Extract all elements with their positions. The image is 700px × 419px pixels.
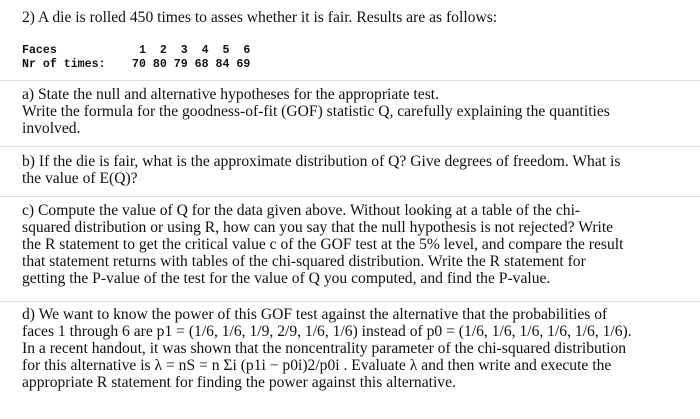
counts-label: Nr of times:	[22, 58, 106, 71]
section-divider	[0, 301, 700, 302]
part-a-line-2: Write the formula for the goodness-of-fit (GOF) statistic Q, carefully explaining the quantities	[22, 103, 610, 120]
part-d-line-1: d) We want to know the power of this GOF test against the alternative that the probabilities of	[22, 306, 608, 323]
section-divider	[0, 146, 700, 147]
part-c-line-2: squared distribution or using R, how can you say that the null hypothesis is not rejected? Write	[22, 219, 614, 236]
section-divider	[0, 196, 700, 197]
part-d-line-4: for this alternative is λ = nS = n Σi (p1i − p0i)2/p0i . Evaluate λ and then write and execute the	[22, 357, 612, 374]
counts-row	[22, 58, 251, 71]
question-intro: 2) A die is rolled 450 times to asses whether it is fair. Results are as follows:	[22, 9, 498, 26]
part-c-line-5: getting the P-value of the test for the value of Q you computed, and find the P-value.	[22, 270, 551, 287]
faces-row	[22, 44, 251, 57]
part-a-line-1: a) State the null and alternative hypotheses for the appropriate test.	[22, 86, 439, 103]
part-d-line-5: appropriate R statement for finding the power against this alternative.	[22, 374, 456, 391]
faces-values: 1 2 3 4 5 6	[139, 44, 251, 57]
counts-values: 70 80 79 68 84 69	[132, 58, 251, 71]
part-b-line-1: b) If the die is fair, what is the approximate distribution of Q? Give degrees of freedom. What is	[22, 153, 621, 170]
part-c-line-4: that statement returns with tables of the chi-squared distribution. Write the R statement for	[22, 253, 586, 270]
faces-label: Faces	[22, 44, 57, 57]
part-c-line-3: the R statement to get the critical value c of the GOF test at the 5% level, and compare the result	[22, 236, 624, 253]
part-b-line-2: the value of E(Q)?	[22, 170, 138, 187]
part-d-line-2: faces 1 through 6 are p1 = (1/6, 1/6, 1/9, 2/9, 1/6, 1/6) instead of p0 = (1/6, 1/6, 1/6, 1/6, 1/6, 1/6).	[22, 323, 632, 340]
part-d-line-3: In a recent handout, it was shown that the noncentrality parameter of the chi-squared distribution	[22, 340, 627, 357]
section-divider	[0, 80, 700, 81]
part-a-line-3: involved.	[22, 120, 81, 137]
part-c-line-1: c) Compute the value of Q for the data given above. Without looking at a table of the chi-	[22, 202, 581, 219]
